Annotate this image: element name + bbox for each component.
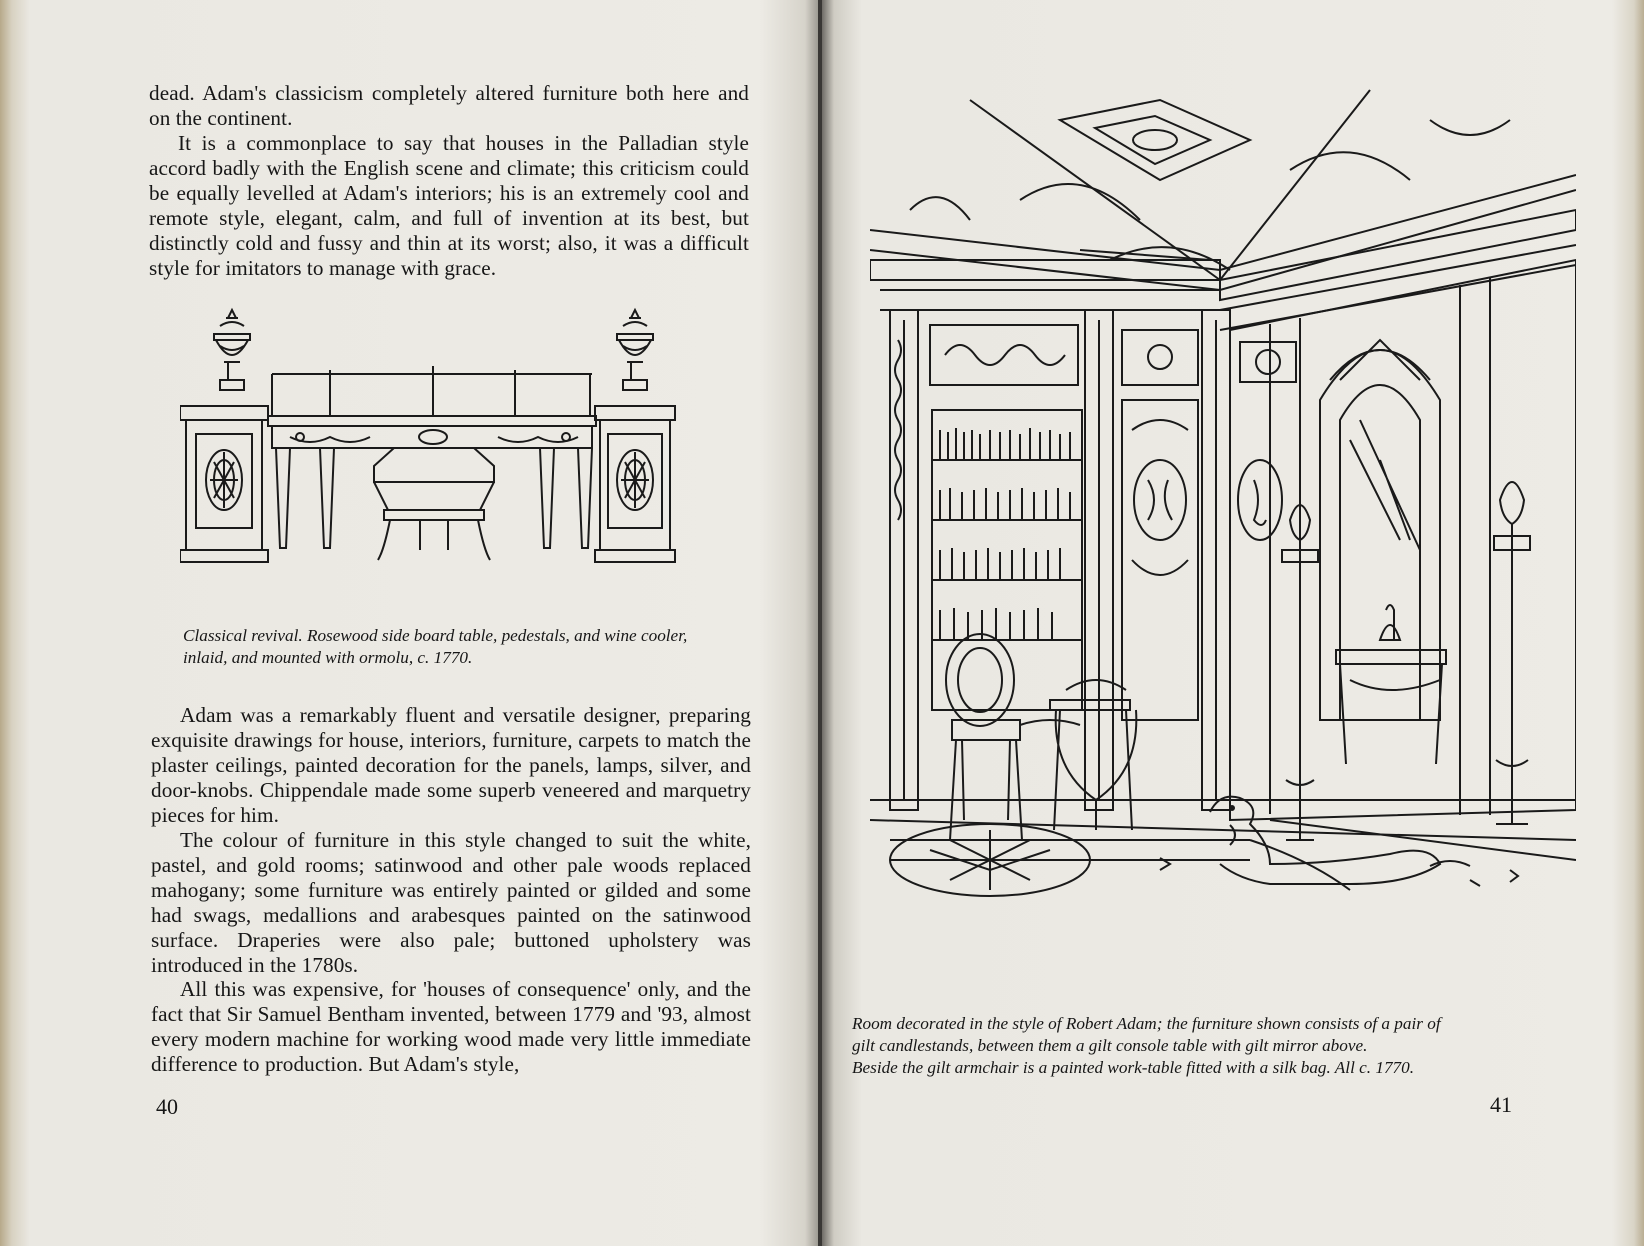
sideboard-caption: Classical revival. Rosewood side board table, pedestals, and wine cooler, inlaid, and mounted with ormolu, c. 1770. bbox=[183, 626, 688, 667]
right-page bbox=[822, 0, 1644, 1246]
paragraph-4: The colour of furniture in this style changed to suit the white, pastel, and gold rooms; satinwood and other pale woods replaced mahogany; some furniture was entirely painted or gilded and some had swags, medallions and arabesques painted on the satinwood surface. Draperies were also pale; buttoned upholstery was introduced in the 1780s. bbox=[151, 828, 751, 977]
page-number-right: 41 bbox=[1490, 1092, 1512, 1117]
paragraph-1: dead. Adam's classicism completely altered furniture both here and on the continent. bbox=[149, 81, 749, 130]
paragraph-3: Adam was a remarkably fluent and versatile designer, preparing exquisite drawings for house, interiors, furniture, carpets to match the plaster ceilings, painted decoration for the panels, lamps, silver, and door-knobs. Chippendale made some superb veneered and marquetry pieces for him. bbox=[151, 703, 751, 827]
room-caption-line-3: Beside the gilt armchair is a painted work-table fitted with a silk bag. All c. 1770. bbox=[852, 1058, 1415, 1077]
paragraph-5: All this was expensive, for 'houses of consequence' only, and the fact that Sir Samuel Bentham invented, between 1779 and '93, almost every modern machine for working wood made very little immediate difference to production. But Adam's style, bbox=[151, 977, 751, 1076]
sideboard-illustration bbox=[180, 300, 720, 600]
page-number-left: 40 bbox=[156, 1094, 178, 1119]
adam-room-illustration bbox=[870, 80, 1576, 950]
room-caption-line-1: Room decorated in the style of Robert Adam; the furniture shown consists of a pair of bbox=[852, 1014, 1441, 1033]
room-caption-line-2: gilt candlestands, between them a gilt console table with gilt mirror above. bbox=[852, 1036, 1368, 1055]
paragraph-2: It is a commonplace to say that houses in the Palladian style accord badly with the English scene and climate; this criticism could be equally levelled at Adam's interiors; his is an extremely cool and remote style, elegant, calm, and full of invention at its best, but distinctly cold and fussy and thin at its worst; also, it was a difficult style for imitators to manage with grace. bbox=[149, 131, 749, 280]
